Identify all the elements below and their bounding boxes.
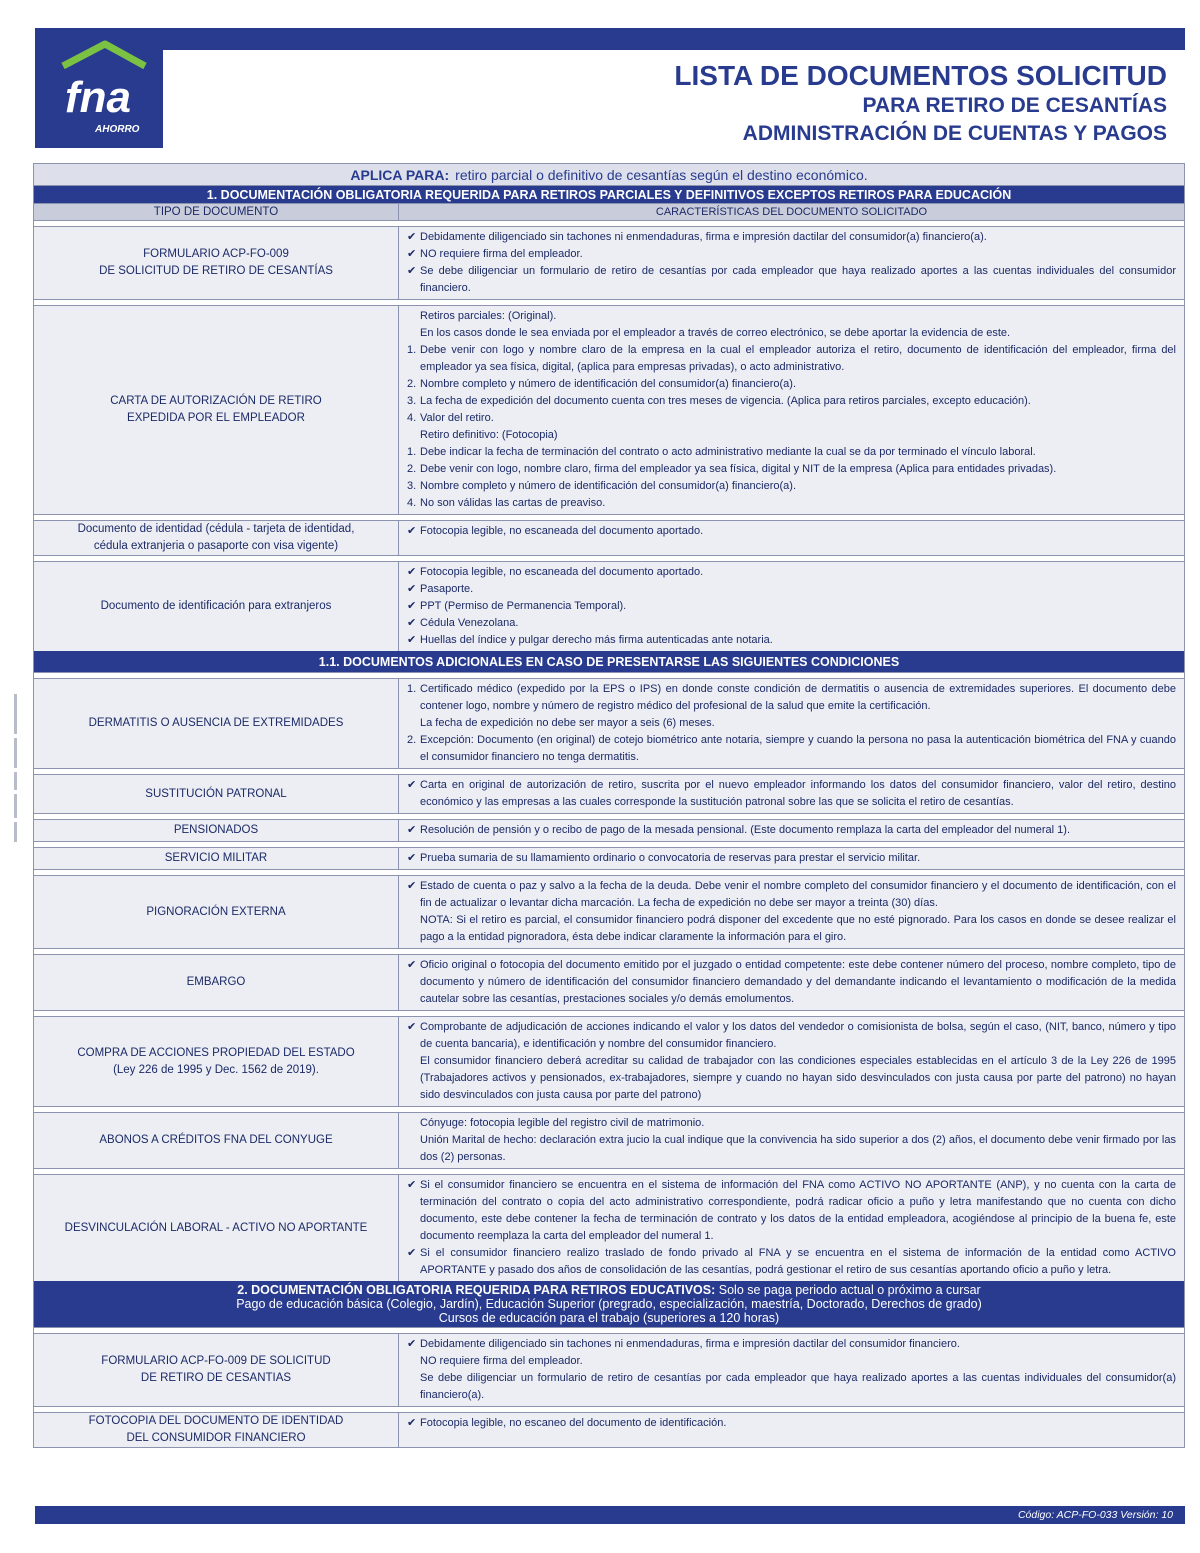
applies-to-text: retiro parcial o definitivo de cesantías según el destino económico.: [455, 166, 868, 183]
item-indent: [407, 325, 420, 342]
item-number: 1.: [407, 446, 417, 458]
checkmark-icon: ✔: [407, 583, 417, 595]
characteristic-text: Nombre completo y número de identificación del consumidor(a) financiero(a).: [420, 480, 797, 492]
item-indent: [407, 427, 420, 444]
characteristic-text: NOTA: Si el retiro es parcial, el consumidor financiero podrá disponer del excedente que no esté pignorado. Para los casos en donde se desee realizar el pago a la entidad pignoradora, ésta debe indicar claramente la información para el giro.: [420, 914, 1176, 943]
characteristic-text: Estado de cuenta o paz y salvo a la fecha de la deuda. Debe venir el nombre completo del consumidor financiero y el documento de identificación, con el fin de actualizar o levantar dicha marcación. La fecha de expedición no debe ser mayor a treinta (30) días.: [420, 880, 1176, 909]
side-watermark: [14, 690, 24, 870]
checkmark-icon: ✔: [407, 525, 417, 537]
checkmark-icon: ✔: [407, 1417, 417, 1429]
characteristic-item: [407, 263, 1176, 297]
item-number: 3.: [407, 480, 417, 492]
document-type-cell: [34, 848, 399, 869]
characteristic-item: [407, 715, 1176, 732]
characteristic-text: Cónyuge: fotocopia legible del registro civil de matrimonio.: [420, 1117, 705, 1129]
document-type-label: DERMATITIS O AUSENCIA DE EXTREMIDADES: [88, 717, 344, 729]
applies-to-label: APLICA PARA:: [350, 166, 450, 183]
document-characteristics-cell: [399, 1175, 1184, 1281]
item-indent: [407, 308, 420, 325]
characteristic-item: [407, 1177, 1176, 1245]
characteristic-text: Debe venir con logo y nombre claro de la empresa en la cual el empleador autoriza el retiro, documento de identificación del empleador, firma del empleador ya sea física, digital, (aplica para empresas privadas), o acto administrativo.: [420, 344, 1176, 373]
characteristic-item: [407, 912, 1176, 946]
characteristic-text: Oficio original o fotocopia del documento emitido por el juzgado o entidad competente: este debe contener número del proceso, nombre completo, tipo de documento y número de identificación del consumidor financiero demandado y del demandante indicando el levantamiento o modificación de la medida cautelar sobre las cesantías, prestaciones sociales y/o demás emolumentos.: [420, 959, 1176, 1005]
characteristic-item: [407, 598, 1176, 615]
item-indent: [407, 1053, 420, 1104]
characteristic-item: [407, 777, 1176, 811]
item-indent: [407, 1132, 420, 1166]
characteristic-item: [407, 342, 1176, 376]
document-type-label: SUSTITUCIÓN PATRONAL: [145, 787, 287, 800]
document-type-label: CARTA DE AUTORIZACIÓN DE RETIRO: [110, 395, 322, 407]
characteristic-item: [407, 393, 1176, 410]
document-characteristics-cell: [399, 1113, 1184, 1168]
item-number: 2.: [407, 378, 417, 390]
column-header-row: [34, 204, 1184, 221]
document-type-label: FOTOCOPIA DEL DOCUMENTO DE IDENTIDAD: [88, 1415, 344, 1427]
checkmark-icon: ✔: [407, 852, 417, 864]
section-2-line-2: Pago de educación básica (Colegio, Jardín), Educación Superior (pregrado, especialización, maestría, Doctorado, Derechos de grado): [236, 1297, 982, 1311]
table-row: [34, 775, 1184, 814]
characteristic-text: NO requiere firma del empleador.: [420, 248, 583, 260]
characteristic-item: [407, 1370, 1176, 1404]
document-subtitle: PARA RETIRO DE CESANTÍAS: [862, 94, 1167, 117]
applies-to-row: [34, 164, 1184, 186]
section-2-title: 2. DOCUMENTACIÓN OBLIGATORIA REQUERIDA PARA RETIROS EDUCATIVOS:: [237, 1283, 716, 1297]
characteristic-text: Nombre completo y número de identificación del consumidor(a) financiero(a).: [420, 378, 797, 390]
characteristic-item: [407, 822, 1176, 839]
item-indent: [407, 715, 420, 732]
document-characteristics-cell: [399, 521, 1184, 555]
characteristic-text: Huellas del índice y pulgar derecho más firma autenticadas ante notaria.: [420, 634, 773, 646]
item-indent: [407, 1370, 420, 1404]
characteristic-item: [407, 564, 1176, 581]
table-row: [34, 876, 1184, 949]
characteristic-text: En los casos donde le sea enviada por el empleador a través de correo electrónico, se debe aportar la evidencia de este.: [420, 327, 1011, 339]
characteristic-text: La fecha de expedición no debe ser mayor a seis (6) meses.: [420, 717, 715, 729]
checkmark-icon: ✔: [407, 566, 417, 578]
table-row: [34, 679, 1184, 769]
characteristic-text: Excepción: Documento (en original) de cotejo biométrico ante notaria, siempre y cuando la persona no pasa la autenticación biométrica del FNA y cuando el consumidor financiero no tenga dermatitis.: [420, 734, 1176, 763]
characteristic-item: [407, 732, 1176, 766]
table-row: [34, 820, 1184, 842]
logo-text: fna: [65, 73, 131, 122]
document-type-label: DE SOLICITUD DE RETIRO DE CESANTÍAS: [99, 265, 333, 277]
characteristic-text: Valor del retiro.: [420, 412, 494, 424]
logo-graphic: [35, 36, 163, 148]
characteristic-item: [407, 308, 1176, 325]
item-indent: [407, 912, 420, 946]
document-type-cell: [34, 1113, 399, 1168]
document-type-cell: [34, 1017, 399, 1106]
document-type-cell: [34, 876, 399, 948]
checkmark-icon: ✔: [407, 265, 417, 277]
checkmark-icon: ✔: [407, 1179, 417, 1191]
document-characteristics-cell: [399, 1334, 1184, 1406]
document-type-label: ABONOS A CRÉDITOS FNA DEL CONYUGE: [99, 1134, 333, 1146]
characteristic-item: [407, 229, 1176, 246]
checkmark-icon: ✔: [407, 959, 417, 971]
characteristic-text: Certificado médico (expedido por la EPS o IPS) en donde conste condición de dermatitis o ausencia de extremidades superiores. El documento debe contener logo, nombre y número de registro médico del profesional de la salud que emite la certificación.: [420, 683, 1176, 712]
characteristic-text: Debidamente diligenciado sin tachones ni enmendaduras, firma e impresión dactilar del consumidor financiero.: [420, 1338, 960, 1350]
table-row: [34, 1113, 1184, 1169]
checkmark-icon: ✔: [407, 1021, 417, 1033]
characteristic-item: [407, 681, 1176, 715]
section-2-line-3: Cursos de educación para el trabajo (superiores a 120 horas): [438, 1311, 780, 1325]
characteristic-text: NO requiere firma del empleador.: [420, 1355, 583, 1367]
characteristic-item: [407, 581, 1176, 598]
table-row: [34, 562, 1184, 651]
table-row: [34, 1334, 1184, 1407]
characteristic-text: Si el consumidor financiero se encuentra en el sistema de información del FNA como ACTIVO NO APORTANTE (ANP), y no cuenta con la carta de terminación del contrato o copia del acto administrativo correspondiente, podrá radicar oficio a puño y letra manifestando que no cuenta con dicho documento, este debe contener la fecha de terminación de contrato y los datos de la entidad empleadora, acogiéndose al principio de la buena fe, este documento reemplaza la carta del empleador del numeral 1.: [420, 1179, 1176, 1242]
characteristic-item: [407, 410, 1176, 427]
documents-table: [33, 163, 1185, 1448]
characteristic-item: [407, 495, 1176, 512]
characteristic-item: [407, 444, 1176, 461]
characteristic-text: Prueba sumaria de su llamamiento ordinario o convocatoria de reservas para prestar el servicio militar.: [420, 852, 921, 864]
item-number: 4.: [407, 497, 417, 509]
document-type-label: EXPEDIDA POR EL EMPLEADOR: [127, 412, 305, 424]
document-type-label: DE RETIRO DE CESANTIAS: [140, 1372, 292, 1384]
characteristic-text: Fotocopia legible, no escaneada del documento aportado.: [420, 525, 704, 537]
characteristic-item: [407, 1115, 1176, 1132]
characteristic-item: [407, 325, 1176, 342]
characteristic-item: [407, 1019, 1176, 1053]
document-characteristics-cell: [399, 679, 1184, 768]
characteristic-item: [407, 1353, 1176, 1370]
characteristic-item: [407, 1415, 1176, 1432]
checkmark-icon: ✔: [407, 824, 417, 836]
document-type-cell: [34, 227, 399, 299]
section-2-note: Solo se paga periodo actual o próximo a cursar: [718, 1283, 981, 1297]
document-characteristics-cell: [399, 876, 1184, 948]
document-characteristics-cell: [399, 562, 1184, 651]
document-type-cell: [34, 306, 399, 514]
characteristic-item: [407, 850, 1176, 867]
checkmark-icon: ✔: [407, 231, 417, 243]
checkmark-icon: ✔: [407, 617, 417, 629]
document-type-cell: [34, 775, 399, 813]
document-type-label: COMPRA DE ACCIONES PROPIEDAD DEL ESTADO: [77, 1046, 355, 1059]
section-1-1-header: 1.1. DOCUMENTOS ADICIONALES EN CASO DE PRESENTARSE LAS SIGUIENTES CONDICIONES: [34, 651, 1184, 673]
characteristic-text: Retiros parciales: (Original).: [420, 310, 557, 322]
document-characteristics-cell: [399, 955, 1184, 1010]
characteristic-item: [407, 478, 1176, 495]
document-type-cell: [34, 562, 399, 651]
characteristic-text: No son válidas las cartas de preaviso.: [420, 497, 606, 509]
document-type-cell: [34, 521, 399, 555]
table-row: [34, 306, 1184, 515]
characteristic-text: Pasaporte.: [420, 583, 474, 595]
section-2-rows: [34, 1328, 1184, 1447]
logo-subtext: AHORRO: [95, 124, 140, 135]
characteristic-text: Debidamente diligenciado sin tachones ni enmendaduras, firma e impresión dactilar del consumidor(a) financiero(a).: [420, 231, 987, 243]
table-row: [34, 227, 1184, 300]
footer-bar: [35, 1506, 1185, 1524]
table-row: [34, 521, 1184, 556]
characteristic-text: Se debe diligenciar un formulario de retiro de cesantías por cada empleador que haya realizado aportes a las cuentas individuales del consumidor(a) financiero(a).: [420, 1372, 1176, 1401]
characteristic-item: [407, 461, 1176, 478]
top-banner: [35, 28, 1185, 50]
item-indent: [407, 1115, 420, 1132]
characteristic-text: Se debe diligenciar un formulario de retiro de cesantías por cada empleador que haya realizado aportes a las cuentas individuales del consumidor financiero.: [420, 265, 1176, 294]
section-1-header: 1. DOCUMENTACIÓN OBLIGATORIA REQUERIDA PARA RETIROS PARCIALES Y DEFINITIVOS EXCEPTOS RETIROS PARA EDUCACIÓN: [34, 186, 1184, 204]
column-header-characteristics: CARACTERÍSTICAS DEL DOCUMENTO SOLICITADO: [399, 204, 1184, 220]
characteristic-item: [407, 523, 1176, 540]
document-type-cell: [34, 955, 399, 1010]
characteristic-text: Unión Marital de hecho: declaración extra jucio la cual indique que la convivencia ha sido superior a dos (2) años, el documento debe venir firmado por las dos (2) personas.: [420, 1134, 1176, 1163]
document-title: LISTA DE DOCUMENTOS SOLICITUD: [674, 60, 1167, 91]
document-department: ADMINISTRACIÓN DE CUENTAS Y PAGOS: [742, 122, 1167, 145]
table-row: [34, 955, 1184, 1011]
section-1-rows: [34, 221, 1184, 651]
document-type-label: DESVINCULACIÓN LABORAL - ACTIVO NO APORTANTE: [64, 1221, 368, 1234]
document-type-label: FORMULARIO ACP-FO-009: [143, 248, 289, 260]
document-type-cell: [34, 820, 399, 841]
document-title-block: [674, 60, 1167, 148]
characteristic-text: La fecha de expedición del documento cuenta con tres meses de vigencia. (Aplica para retiros parciales, excepto educación).: [420, 395, 1031, 407]
item-number: 2.: [407, 734, 417, 746]
document-type-label: cédula extranjeria o pasaporte con visa vigente): [93, 540, 339, 552]
document-type-cell: [34, 1334, 399, 1406]
characteristic-text: Comprobante de adjudicación de acciones indicando el valor y los datos del vendedor o comisionista de bolsa, según el caso, (NIT, banco, número y tipo de cuenta bancaria), e identificación y nombre del consumidor financiero.: [420, 1021, 1176, 1050]
characteristic-item: [407, 376, 1176, 393]
document-type-label: Documento de identidad (cédula - tarjeta de identidad,: [77, 523, 355, 535]
characteristic-text: Cédula Venezolana.: [420, 617, 519, 629]
table-row: [34, 1413, 1184, 1447]
checkmark-icon: ✔: [407, 1247, 417, 1259]
section-2-header: [34, 1281, 1184, 1328]
characteristic-item: [407, 957, 1176, 1008]
document-type-label: EMBARGO: [186, 976, 246, 988]
characteristic-text: Si el consumidor financiero realizo traslado de fondo privado al FNA y se encuentra en el sistema de información de la entidad como ACTIVO APORTANTE y pasado dos años de consolidación de las cesantías, podrá gestionar el retiro de sus cesantías aportando oficio a puño y letra.: [420, 1247, 1176, 1276]
document-characteristics-cell: [399, 1017, 1184, 1106]
document-characteristics-cell: [399, 306, 1184, 514]
characteristic-text: PPT (Permiso de Permanencia Temporal).: [420, 600, 627, 612]
characteristic-item: [407, 1245, 1176, 1279]
document-type-label: PIGNORACIÓN EXTERNA: [146, 905, 286, 918]
document-type-label: PENSIONADOS: [173, 824, 259, 836]
checkmark-icon: ✔: [407, 248, 417, 260]
item-number: 2.: [407, 463, 417, 475]
checkmark-icon: ✔: [407, 1338, 417, 1350]
checkmark-icon: ✔: [407, 600, 417, 612]
characteristic-item: [407, 1132, 1176, 1166]
characteristic-item: [407, 1336, 1176, 1353]
item-indent: [407, 1353, 420, 1370]
document-type-label: Documento de identificación para extranjeros: [100, 600, 332, 612]
characteristic-item: [407, 246, 1176, 263]
document-type-cell: [34, 1413, 399, 1447]
characteristic-text: Resolución de pensión y o recibo de pago de la mesada pensional. (Este documento remplaza la carta del empleador del numeral 1).: [420, 824, 1070, 836]
document-characteristics-cell: [399, 820, 1184, 841]
document-type-label: SERVICIO MILITAR: [164, 852, 268, 864]
document-characteristics-cell: [399, 1413, 1184, 1447]
characteristic-text: Debe indicar la fecha de terminación del contrato o acto administrativo mediante la cual se da por terminado el vínculo laboral.: [420, 446, 1036, 458]
document-type-label: DEL CONSUMIDOR FINANCIERO: [126, 1432, 306, 1444]
characteristic-text: Fotocopia legible, no escaneo del documento de identificación.: [420, 1417, 727, 1429]
document-characteristics-cell: [399, 227, 1184, 299]
characteristic-item: [407, 878, 1176, 912]
document-type-label: (Ley 226 de 1995 y Dec. 1562 de 2019).: [113, 1063, 319, 1076]
item-number: 1.: [407, 683, 417, 695]
fna-logo: [35, 36, 163, 148]
form-code: Código: ACP-FO-033 Versión: 10: [1017, 1509, 1173, 1521]
table-row: [34, 848, 1184, 870]
characteristic-item: [407, 427, 1176, 444]
document-characteristics-cell: [399, 775, 1184, 813]
characteristic-text: Fotocopia legible, no escaneada del documento aportado.: [420, 566, 704, 578]
document-characteristics-cell: [399, 848, 1184, 869]
table-row: [34, 1017, 1184, 1107]
item-number: 1.: [407, 344, 417, 356]
characteristic-item: [407, 632, 1176, 649]
item-number: 3.: [407, 395, 417, 407]
characteristic-text: El consumidor financiero deberá acreditar su calidad de trabajador con las condiciones especiales establecidas en el artículo 3 de la Ley 226 de 1995 (Trabajadores activos y pensionados, ex-trabajadores, siempre y cuando no hayan sido desvinculados con justa causa por parte del patrono) no hayan sido desvinculados con justa causa por parte del patrono): [420, 1055, 1176, 1101]
characteristic-item: [407, 615, 1176, 632]
checkmark-icon: ✔: [407, 880, 417, 892]
characteristic-text: Retiro definitivo: (Fotocopia): [420, 429, 558, 441]
item-number: 4.: [407, 412, 417, 424]
characteristic-text: Debe venir con logo, nombre claro, firma del empleador ya sea física, digital y NIT de la empresa (Aplica para entidades privadas).: [420, 463, 1057, 475]
characteristic-item: [407, 1053, 1176, 1104]
column-header-type: TIPO DE DOCUMENTO: [34, 204, 399, 220]
document-type-label: FORMULARIO ACP-FO-009 DE SOLICITUD: [101, 1355, 331, 1367]
checkmark-icon: ✔: [407, 634, 417, 646]
document-type-cell: [34, 679, 399, 768]
checkmark-icon: ✔: [407, 779, 417, 791]
section-1-1-rows: [34, 673, 1184, 1281]
table-row: [34, 1175, 1184, 1281]
document-type-cell: [34, 1175, 399, 1281]
characteristic-text: Carta en original de autorización de retiro, suscrita por el nuevo empleador informando los datos del consumidor financiero, valor del retiro, destino económico y las empresas a las cuales corresponde la sustitución patronal sobre las que se solicita el retiro de cesantías.: [420, 779, 1176, 808]
